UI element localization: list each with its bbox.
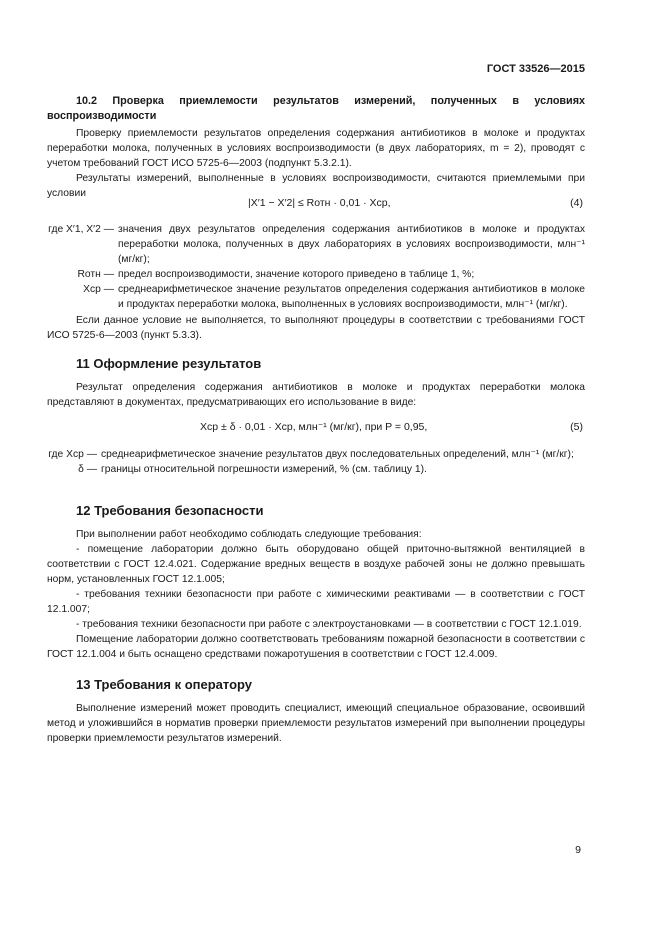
definition-row [47,447,585,462]
section-12-paragraph-5: Помещение лаборатории должно соответствовать требованиям пожарной безопасности в соответствии с ГОСТ 12.1.004 и быть оснащено средствами пожаротушения в соответствии с ГОСТ 12.4.009. [47,634,585,660]
definition-row [47,267,585,282]
section-10-2-title: 10.2 Проверка приемлемости результатов измерений, полученных в условиях воспроизводимости [47,95,585,122]
formula-5-definitions [47,447,585,477]
definition-text: границы относительной погрешности измерений, % (см. таблицу 1). [101,464,427,475]
page-number: 9 [575,844,581,856]
section-13-title: 13 Требования к оператору [76,677,253,692]
definition-text: среднеарифметическое значение результатов двух последовательных определений, млн⁻¹ (мг/кг); [101,449,574,460]
section-10-2-paragraph-1: Проверку приемлемости результатов определения содержания антибиотиков в молоке и продуктах переработки молока, полученных в условиях воспроизводимости (в двух лабораториях, m = 2), проводят с учетом требований ГОСТ ИСО 5725-6—2003 (подпункт 5.3.2.1). [47,128,585,169]
section-12-paragraph-3: - требования техники безопасности при работе с химическими реактивами — в соответствии с ГОСТ 12.1.007; [47,589,585,615]
definition-row [47,222,585,267]
formula-4-definitions [47,222,585,312]
formula-4: |X′1 − X′2| ≤ Rотн · 0,01 · Xср, [248,197,391,209]
definition-term: где X′1, X′2 — [48,224,114,235]
definition-text: среднеарифметическое значение результатов определения содержания антибиотиков в молоке и продуктах переработки молока, выполненных в условиях воспроизводимости, млн⁻¹ (мг/кг). [118,284,585,310]
section-13-paragraph-1: Выполнение измерений может проводить специалист, имеющий специальное образование, освоивший метод и уложившийся в норматив проверки приемлемости результатов измерений при выполнении процедуры проверки приемлемости результатов измерений. [47,703,585,744]
definition-row [47,282,585,312]
section-12-paragraph-1: При выполнении работ необходимо соблюдать следующие требования: [76,529,422,540]
section-11-title: 11 Оформление результатов [76,356,262,371]
section-12-title: 12 Требования безопасности [76,503,264,518]
definition-row [47,462,585,477]
formula-4-number: (4) [570,197,583,209]
definition-term: Rотн — [77,269,114,280]
definition-term: Xср — [83,284,114,295]
section-11-paragraph-1: Результат определения содержания антибиотиков в молоке и продуктах переработки молока представляют в документах, предусматривающих его использование в виде: [47,382,585,408]
formula-5: Xср ± δ · 0,01 · Xср, млн⁻¹ (мг/кг), при P = 0,95, [200,421,428,433]
formula-5-number: (5) [570,421,583,433]
standard-number: ГОСТ 33526—2015 [486,63,585,75]
definition-text: предел воспроизводимости, значение которого приведено в таблице 1, %; [118,269,475,280]
section-12-paragraph-4: - требования техники безопасности при работе с электроустановками — в соответствии с ГОСТ 12.1.019. [76,619,582,630]
definition-term: где Xср — [48,449,97,460]
section-10-2-paragraph-3: Если данное условие не выполняется, то выполняют процедуры в соответствии с требованиями ГОСТ ИСО 5725-6—2003 (пункт 5.3.3). [47,315,585,341]
definition-term: δ — [78,464,97,475]
definition-text: значения двух результатов определения содержания антибиотиков в молоке и продуктах переработки молока, полученных в двух лабораториях в условиях воспроизводимости, млн⁻¹ (мг/кг); [118,224,585,265]
section-10-2-paragraph-2: Результаты измерений, выполненные в условиях воспроизводимости, считаются приемлемыми при условии [47,173,585,199]
section-12-paragraph-2: - помещение лаборатории должно быть оборудовано общей приточно-вытяжной вентиляцией в соответствии с ГОСТ 12.4.021. Содержание вредных веществ в воздухе рабочей зоны не должно превышать норм, установленных ГОСТ 12.1.005; [47,544,585,585]
